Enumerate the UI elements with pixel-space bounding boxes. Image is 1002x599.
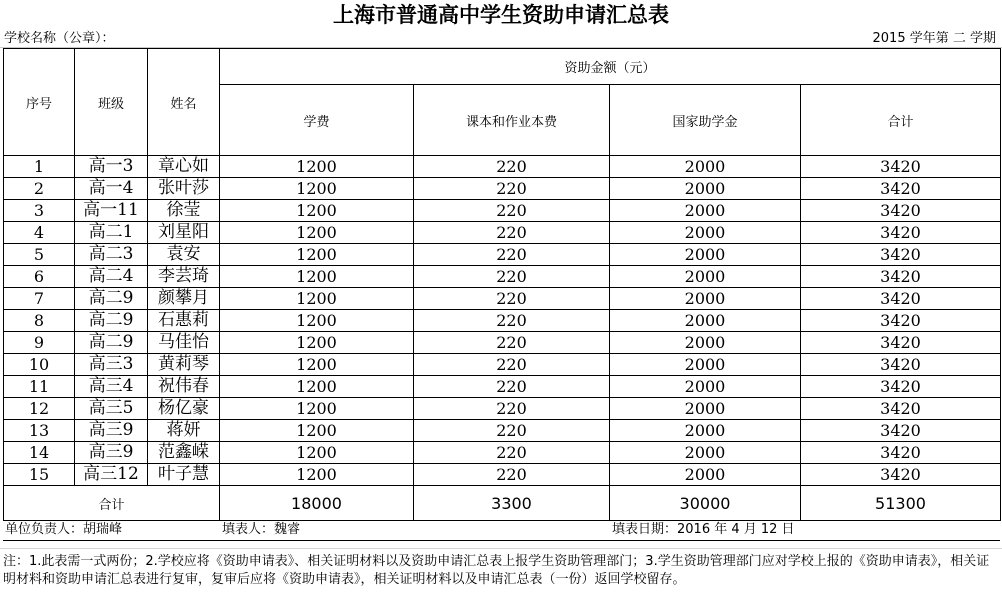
cell-grant[interactable]: 2000 [610,376,801,398]
cell-seq[interactable]: 8 [4,310,75,332]
cell-tuition[interactable]: 1200 [220,156,414,178]
cell-grant[interactable]: 2000 [610,332,801,354]
sheet-gridline [0,548,1002,549]
cell-books[interactable]: 220 [414,354,610,376]
cell-total[interactable]: 3420 [801,222,1001,244]
cell-total[interactable]: 3420 [801,178,1001,200]
cell-books[interactable]: 220 [414,178,610,200]
cell-seq[interactable]: 4 [4,222,75,244]
fill-date[interactable]: 填表日期：2016 年 4 月 12 日 [612,522,795,537]
cell-name[interactable]: 刘星阳 [148,222,220,244]
term-label: 2015 学年第 二 学期 [872,31,996,46]
cell-class[interactable]: 高三12 [75,464,148,486]
cell-class[interactable]: 高三3 [75,354,148,376]
summary-table [3,48,1001,521]
table-row [4,442,1001,464]
cell-seq[interactable]: 9 [4,332,75,354]
cell-tuition[interactable]: 1200 [220,244,414,266]
cell-books[interactable]: 220 [414,332,610,354]
cell-class[interactable]: 高三9 [75,420,148,442]
cell-tuition[interactable]: 1200 [220,354,414,376]
table-row [4,354,1001,376]
cell-total[interactable]: 3420 [801,420,1001,442]
cell-tuition[interactable]: 1200 [220,178,414,200]
form-filler[interactable]: 填表人：魏睿 [222,522,301,537]
cell-name[interactable]: 章心如 [148,156,220,178]
cell-name[interactable]: 马佳怡 [148,332,220,354]
cell-books[interactable]: 220 [414,222,610,244]
table-row [4,156,1001,178]
cell-class[interactable]: 高一11 [75,200,148,222]
cell-name[interactable]: 颜攀月 [148,288,220,310]
header-total[interactable]: 合计 [801,85,1001,156]
cell-class[interactable]: 高三9 [75,442,148,464]
header-books[interactable]: 课本和作业本费 [414,85,610,156]
cell-seq[interactable]: 3 [4,200,75,222]
info-row [0,30,1002,48]
cell-total[interactable]: 3420 [801,464,1001,486]
table-row [4,200,1001,222]
table-row [4,420,1001,442]
cell-total[interactable]: 3420 [801,200,1001,222]
cell-grant[interactable]: 2000 [610,288,801,310]
cell-tuition[interactable]: 1200 [220,200,414,222]
cell-tuition[interactable]: 1200 [220,464,414,486]
cell-class[interactable]: 高二3 [75,244,148,266]
cell-grant[interactable]: 2000 [610,420,801,442]
cell-name[interactable]: 祝伟春 [148,376,220,398]
cell-seq[interactable]: 2 [4,178,75,200]
cell-books[interactable]: 220 [414,288,610,310]
cell-name[interactable]: 徐莹 [148,200,220,222]
cell-grant[interactable]: 2000 [610,156,801,178]
header-grant[interactable]: 国家助学金 [610,85,801,156]
cell-name[interactable]: 张叶莎 [148,178,220,200]
cell-grant[interactable]: 2000 [610,244,801,266]
header-seq[interactable]: 序号 [4,49,75,156]
table-row [4,178,1001,200]
cell-books[interactable]: 220 [414,398,610,420]
cell-seq[interactable]: 5 [4,244,75,266]
total-grant[interactable]: 30000 [610,486,801,521]
cell-grant[interactable]: 2000 [610,222,801,244]
total-books[interactable]: 3300 [414,486,610,521]
cell-tuition[interactable]: 1200 [220,376,414,398]
cell-total[interactable]: 3420 [801,398,1001,420]
totals-label[interactable]: 合计 [4,486,220,521]
cell-tuition[interactable]: 1200 [220,332,414,354]
school-name-label: 学校名称（公章）： [4,31,115,46]
cell-seq[interactable]: 11 [4,376,75,398]
cell-tuition[interactable]: 1200 [220,398,414,420]
cell-name[interactable]: 蒋妍 [148,420,220,442]
cell-books[interactable]: 220 [414,420,610,442]
cell-grant[interactable]: 2000 [610,442,801,464]
table-row [4,332,1001,354]
cell-books[interactable]: 220 [414,464,610,486]
footnote[interactable]: 注：1.此表需一式两份；2.学校应将《资助申请表》、相关证明材料以及资助申请汇总表上报学生资助管理部门；3.学生资助管理部门应对学校上报的《资助申请表》，相关证明材料和资助申请汇总表进行复审，复审后应将《资助申请表》，相关证明材料以及申请汇总表（一份）返回学校留存。 [3,554,990,587]
totals-row [4,486,1001,521]
cell-books[interactable]: 220 [414,156,610,178]
table-row [4,464,1001,486]
cell-total[interactable]: 3420 [801,376,1001,398]
table-row [4,244,1001,266]
cell-tuition[interactable]: 1200 [220,288,414,310]
cell-books[interactable]: 220 [414,266,610,288]
cell-name[interactable]: 杨亿豪 [148,398,220,420]
cell-tuition[interactable]: 1200 [220,420,414,442]
cell-grant[interactable]: 2000 [610,200,801,222]
cell-total[interactable]: 3420 [801,442,1001,464]
cell-books[interactable]: 220 [414,310,610,332]
cell-seq[interactable]: 14 [4,442,75,464]
table-row [4,222,1001,244]
cell-class[interactable]: 高一3 [75,156,148,178]
page-title: 上海市普通高中学生资助申请汇总表 [333,2,669,27]
cell-name[interactable]: 叶子慧 [148,464,220,486]
header-tuition[interactable]: 学费 [220,85,414,156]
table-row [4,288,1001,310]
cell-name[interactable]: 黄莉琴 [148,354,220,376]
cell-books[interactable]: 220 [414,442,610,464]
cell-books[interactable]: 220 [414,376,610,398]
cell-total[interactable]: 3420 [801,266,1001,288]
cell-class[interactable]: 高二9 [75,332,148,354]
cell-class[interactable]: 高三5 [75,398,148,420]
cell-tuition[interactable]: 1200 [220,266,414,288]
cell-class[interactable]: 高三4 [75,376,148,398]
cell-grant[interactable]: 2000 [610,354,801,376]
cell-tuition[interactable]: 1200 [220,442,414,464]
total-tuition[interactable]: 18000 [220,486,414,521]
cell-seq[interactable]: 10 [4,354,75,376]
cell-class[interactable]: 高二9 [75,288,148,310]
table-row [4,266,1001,288]
header-name[interactable]: 姓名 [148,49,220,156]
cell-total[interactable]: 3420 [801,244,1001,266]
cell-seq[interactable]: 13 [4,420,75,442]
cell-class[interactable]: 高二9 [75,310,148,332]
cell-name[interactable]: 李芸琦 [148,266,220,288]
table-row [4,376,1001,398]
total-sum[interactable]: 51300 [801,486,1001,521]
header-class[interactable]: 班级 [75,49,148,156]
cell-total[interactable]: 3420 [801,332,1001,354]
cell-class[interactable]: 高一4 [75,178,148,200]
cell-grant[interactable]: 2000 [610,178,801,200]
cell-name[interactable]: 袁安 [148,244,220,266]
cell-total[interactable]: 3420 [801,310,1001,332]
cell-grant[interactable]: 2000 [610,464,801,486]
header-amount-group[interactable]: 资助金额（元） [220,49,1001,85]
cell-books[interactable]: 220 [414,244,610,266]
cell-seq[interactable]: 12 [4,398,75,420]
cell-total[interactable]: 3420 [801,288,1001,310]
cell-total[interactable]: 3420 [801,156,1001,178]
cell-tuition[interactable]: 1200 [220,222,414,244]
cell-tuition[interactable]: 1200 [220,310,414,332]
signature-row [3,520,1000,541]
cell-books[interactable]: 220 [414,200,610,222]
cell-class[interactable]: 高二4 [75,266,148,288]
cell-grant[interactable]: 2000 [610,310,801,332]
cell-grant[interactable]: 2000 [610,398,801,420]
cell-seq[interactable]: 15 [4,464,75,486]
table-row [4,310,1001,332]
cell-seq[interactable]: 6 [4,266,75,288]
cell-grant[interactable]: 2000 [610,266,801,288]
cell-total[interactable]: 3420 [801,354,1001,376]
table-row [4,398,1001,420]
cell-seq[interactable]: 7 [4,288,75,310]
unit-leader[interactable]: 单位负责人：胡瑞峰 [5,522,123,537]
cell-name[interactable]: 石惠莉 [148,310,220,332]
cell-class[interactable]: 高二1 [75,222,148,244]
cell-seq[interactable]: 1 [4,156,75,178]
cell-name[interactable]: 范鑫嵘 [148,442,220,464]
